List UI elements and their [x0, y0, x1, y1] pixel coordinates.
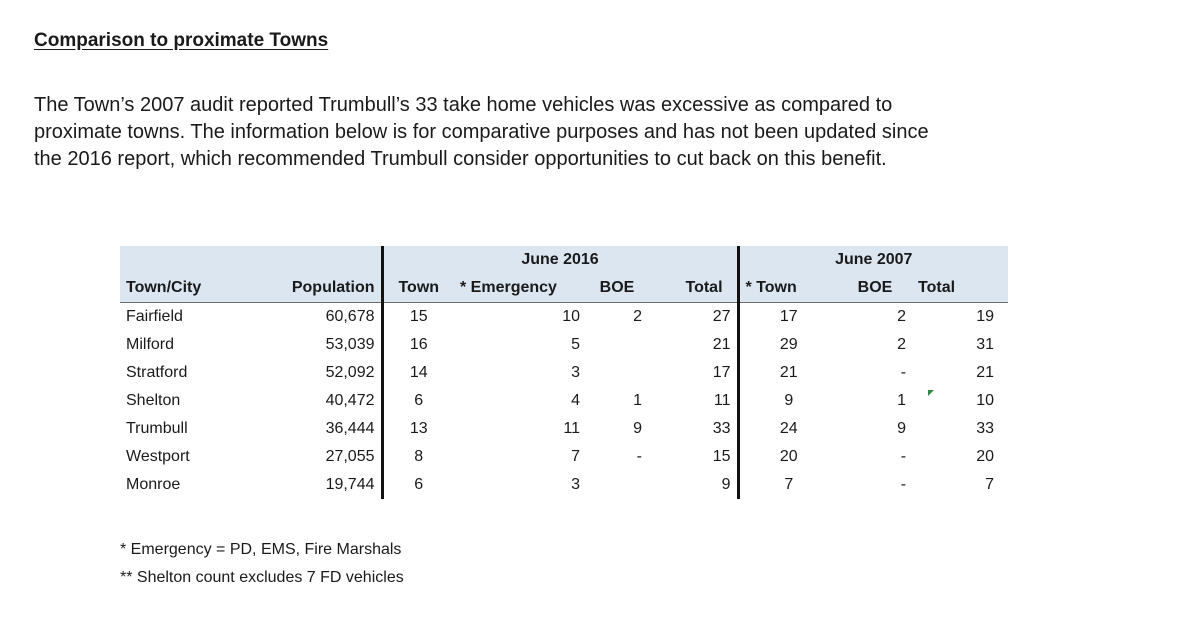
- cell-total-2007: 10: [976, 392, 995, 409]
- col-header-population: Population: [258, 274, 382, 303]
- cell-town-2016: 6: [382, 471, 454, 499]
- cell-population: 27,055: [325, 448, 375, 465]
- cell-total-2016: 27: [712, 308, 731, 325]
- cell-total-2007: 21: [976, 364, 995, 381]
- cell-total-2007: 31: [976, 336, 995, 353]
- june-2016-header: June 2016: [382, 246, 738, 274]
- col-header-town-city: Town/City: [120, 274, 258, 303]
- cell-total-2007: 33: [976, 420, 995, 437]
- intro-line: the 2016 report, which recommended Trumbull consider opportunities to cut back on this benefit.: [34, 148, 887, 170]
- cell-boe-2016: 2: [633, 308, 642, 325]
- footnote-emergency: * Emergency = PD, EMS, Fire Marshals: [120, 541, 402, 558]
- cell-total-2016: 21: [712, 336, 731, 353]
- cell-town-2016: 15: [382, 303, 454, 332]
- cell-emergency-2016: 11: [563, 420, 580, 437]
- cell-town-2007: 9: [738, 387, 838, 415]
- cell-boe-2016: -: [636, 448, 642, 465]
- cell-town-city: Westport: [126, 448, 190, 465]
- cell-town-city: Stratford: [126, 364, 188, 381]
- cell-town-2007: 29: [738, 331, 838, 359]
- cell-boe-2016: 1: [633, 392, 642, 409]
- col-header-total-2007: Total: [912, 274, 1008, 303]
- cell-town-city: Trumbull: [126, 420, 188, 437]
- col-header-boe-2007: BOE: [838, 274, 912, 303]
- cell-population: 19,744: [325, 476, 375, 493]
- intro-paragraph: [34, 92, 1174, 173]
- cell-emergency-2016: 3: [571, 476, 580, 493]
- cell-town-city: Milford: [126, 336, 175, 353]
- cell-boe-2007: -: [900, 476, 907, 493]
- table-row: [120, 359, 1008, 387]
- footnote-shelton: ** Shelton count excludes 7 FD vehicles: [120, 569, 404, 586]
- col-header-boe-2016: BOE: [586, 274, 648, 303]
- cell-town-2016: 14: [382, 359, 454, 387]
- table-row: [120, 303, 1008, 332]
- cell-town-2007: 21: [738, 359, 838, 387]
- cell-total-2007: 7: [985, 476, 995, 493]
- cell-boe-2007: 2: [897, 336, 907, 353]
- cell-population: 52,092: [325, 364, 375, 381]
- cell-emergency-2016: 4: [571, 392, 580, 409]
- cell-town-2007: 7: [738, 471, 838, 499]
- blank-header-cell: [120, 246, 258, 274]
- table-row: [120, 443, 1008, 471]
- col-header-town-2016: Town: [382, 274, 454, 303]
- cell-boe-2016: [586, 471, 648, 499]
- cell-town-2007: 24: [738, 415, 838, 443]
- cell-town-city: Shelton: [126, 392, 181, 409]
- table-row: [120, 415, 1008, 443]
- col-header-emergency-2016: * Emergency: [454, 274, 586, 303]
- cell-boe-2007: 9: [897, 420, 907, 437]
- cell-emergency-2016: 7: [571, 448, 580, 465]
- cell-town-city: Monroe: [126, 476, 181, 493]
- table-row: [120, 387, 1008, 415]
- vehicle-comparison-table: [120, 246, 1008, 499]
- cell-town-2016: 8: [382, 443, 454, 471]
- cell-town-2016: 6: [382, 387, 454, 415]
- cell-total-2007: 20: [976, 448, 995, 465]
- cell-boe-2007: 2: [897, 308, 907, 325]
- cell-total-2016: 9: [721, 476, 731, 493]
- table-row: [120, 331, 1008, 359]
- cell-boe-2007: -: [900, 364, 907, 381]
- cell-boe-2016: [586, 331, 648, 359]
- cell-boe-2016: [586, 359, 648, 387]
- blank-header-cell: [258, 246, 382, 274]
- cell-town-2016: 16: [382, 331, 454, 359]
- footnotes: [120, 536, 404, 592]
- cell-total-2016: 15: [712, 448, 731, 465]
- cell-population: 40,472: [325, 392, 375, 409]
- intro-line: proximate towns. The information below is for comparative purposes and has not been updated since: [34, 121, 929, 143]
- cell-population: 36,444: [325, 420, 375, 437]
- cell-total-2016: 11: [713, 392, 731, 409]
- cell-total-2016: 17: [712, 364, 731, 381]
- cell-total-2016: 33: [712, 420, 731, 437]
- cell-boe-2007: -: [900, 448, 907, 465]
- col-header-total-2016: Total: [648, 274, 738, 303]
- cell-boe-2016: 9: [633, 420, 642, 437]
- cell-boe-2007: 1: [897, 392, 907, 409]
- cell-emergency-2016: 3: [571, 364, 580, 381]
- cell-emergency-2016: 10: [562, 308, 580, 325]
- column-header-row: [120, 274, 1008, 303]
- cell-population: 53,039: [325, 336, 375, 353]
- col-header-town-2007: * Town: [738, 274, 838, 303]
- cell-emergency-2016: 5: [571, 336, 580, 353]
- cell-town-2007: 20: [738, 443, 838, 471]
- document-heading: Comparison to proximate Towns: [34, 30, 329, 51]
- table-row: [120, 471, 1008, 499]
- intro-line: The Town’s 2007 audit reported Trumbull’s 33 take home vehicles was excessive as compared to: [34, 94, 893, 116]
- vehicle-comparison-table-wrap: [120, 246, 1008, 499]
- june-2007-header: June 2007: [738, 246, 1008, 274]
- cell-town-2007: 17: [738, 303, 838, 332]
- cell-comment-marker-icon: [928, 390, 934, 396]
- cell-town-2016: 13: [382, 415, 454, 443]
- cell-total-2007: 19: [976, 308, 995, 325]
- cell-town-city: Fairfield: [126, 308, 183, 325]
- group-header-row: [120, 246, 1008, 274]
- cell-population: 60,678: [325, 308, 375, 325]
